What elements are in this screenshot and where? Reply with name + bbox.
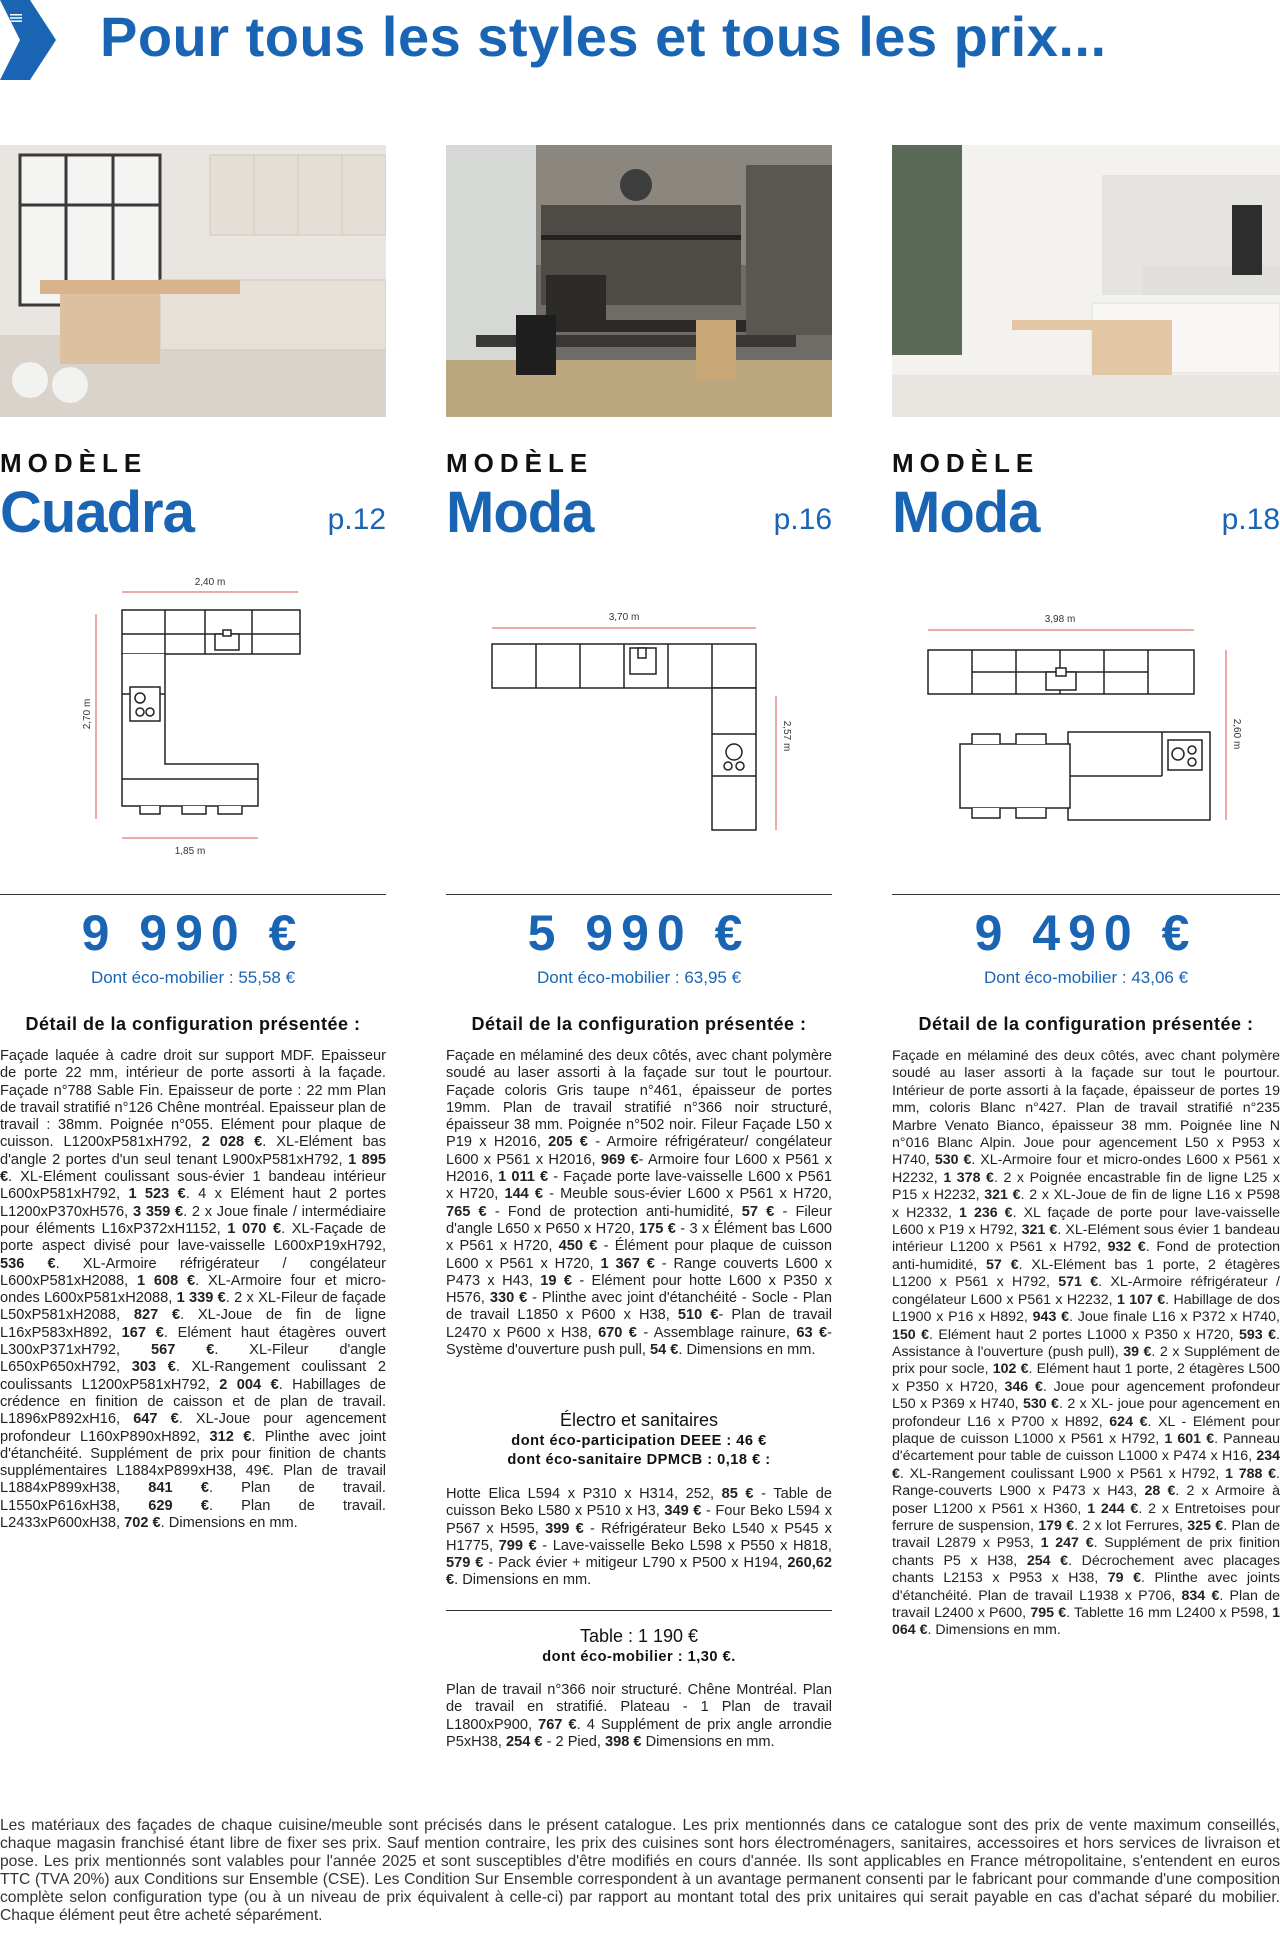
detail-title: Détail de la configuration présentée : [25,1014,361,1034]
detail-title: Détail de la configuration présentée : [471,1014,807,1034]
plan-width-label: 3,70 m [608,612,640,623]
model-page-link[interactable]: p.12 [327,503,386,536]
appliances-text: Hotte Elica L594 x P310 x H314, 252, 85 € - Table de cuisson Beko L580 x P510 x H3, 349 € - Four Beko L594 x P567 x H595, 399 € - Réfrigérateur Beko L540 x P545 x H1775, 799 € - Lave-vaisselle Beko L598 x P550 x H818, 579 € - Pack évier + mitigeur L790 x P500 x H194, 260,62 €. Dimensions en mm. [446,1486,832,1589]
divider [0,894,386,895]
eco-mobilier: Dont éco-mobilier : 43,06 € [983,968,1189,987]
model-name: Cuadra [0,480,194,545]
detail-text: Façade en mélaminé des deux côtés, avec chant polymère soudé au laser assorti à la façade sur tout le pourtour. Intérieur de porte assorti à la façade, épaisseur de portes 19 mm, coloris Blanc n°427. Plan de travail stratifié n°235 Marbre Venato Bianco, épaisseur 38 mm. Poignée line N n°016 Blanc Alpin. Joue pour agencement L50 x P953 x H740, 530 €. XL-Armoire four et micro-ondes L600 x P561 x H2232, 1 378 €. 2 x Poignée encastrable fin de ligne L25 x P15 x H2232, 321 €. 2 x XL-Joue de fin de ligne L16 x P598 x H2332, 1 236 €. XL façade de porte pour lave-vaisselle L600 x P19 x H792, 321 €. XL-Elément sous évier 1 bandeau intérieur L1200 x P561 x H792, 932 €. Fond de protection anti-humidité, 57 €. XL-Elément bas 1 porte, 2 étagères L1200 x P561 x H792, 571 €. XL-Armoire réfrigérateur / congélateur L600 x P561 x H2232, 1 107 €. Habillage de dos L1900 x P16 x H892, 943 €. Joue finale L16 x P372 x H740, 150 €. Elément haut 2 portes L1000 x P350 x H720, 593 €. Assistance à l'ouverture (push pull), 39 €. 2 x Supplément de prix pour socle, 102 €. Elément haut 1 porte, 2 étagères L500 x P350 x H720, 346 €. Joue pour agencement profondeur L50 x P369 x H740, 530 €. 2 x XL- joue pour agencement en profondeur L16 x P700 x H892, 624 €. XL - Elément pour plaque de cuisson L1000 x P561 x H792, 1 601 €. Panneau d'écartement pour table de cuisson L1000 x P474 x H16, 234 €. XL-Rangement coulissant L900 x P561 x H792, 1 788 €. Range-couverts L900 x P473 x H43, 28 €. 2 x Armoire à poser L1200 x P561 x H360, 1 244 €. 2 x Entretoises pour ferrure de suspension, 179 €. 2 x lot Ferrures, 325 €. Plan de travail L2879 x P953, 1 247 €. Supplément de prix finition chants P5 x H38, 254 €. Décrochement avec placages chants L2153 x P953 x H38, 79 €. Plinthe avec joints d'étanchéité. Plan de travail L1938 x P706, 834 €. Plan de travail L2400 x P600, 795 €. Tablette 16 mm L2400 x P598, 1 064 €. Dimensions en mm. [892,1048,1280,1639]
detail-text: Façade en mélaminé des deux côtés, avec chant polymère soudé au laser assorti à la façade sur tout le pourtour. Façade coloris Gris taupe n°461, épaisseur de portes 19mm. Plan de travail stratifié n°366 noir structuré, épaisseur 38 mm. Poignée n°502 noir. Fileur Façade L50 x P19 x H2016, 205 € - Armoire réfrigérateur/ congélateur L600 x P561 x H2016, 969 €- Armoire four L600 x P561 x H2016, 1 011 € - Façade porte lave-vaisselle L600 x P561 x H720, 144 € - Meuble sous-évier L600 x P561 x H720, 765 € - Fond de protection anti-humidité, 57 € - Fileur d'angle L650 x P650 x H720, 175 € - 3 x Élément bas L600 x P561 x H720, 450 € - Élément pour plaque de cuisson L600 x P561 x H720, 1 367 € - Range couverts L600 x P473 x H43, 19 € - Elément pour hotte L600 x P350 x H576, 330 € - Plinthe avec joint d'étanchéité - Socle - Plan de travail L1850 x P600 x H38, 510 €- Plan de travail L2470 x P600 x H38, 670 € - Assemblage rainure, 63 €- Système d'ouverture push pull, 54 €. Dimensions en mm. [446,1048,832,1359]
model-label: MODÈLE [446,448,594,478]
table-text: Plan de travail n°366 noir structuré. Chêne Montréal. Plan de travail en stratifié. Plateau - 1 Plan de travail L1800xP900, 767 €. 4 Supplément de prix angle arrondie P5xH38, 254 € - 2 Pied, 398 € Dimensions en mm. [446,1682,832,1750]
page-title: Pour tous les styles et tous les prix... [100,5,1107,68]
price: 9 990 € [81,905,305,961]
model-label: MODÈLE [892,448,1040,478]
table-title: Table : 1 190 € [579,1626,699,1646]
model-page-link[interactable]: p.16 [773,503,832,536]
model-name: Moda [892,480,1040,545]
detail-text: Façade laquée à cadre droit sur support MDF. Epaisseur de porte 22 mm, intérieur de porte assorti à la façade. Façade n°788 Sable Fin. Epaisseur de porte : 22 mm Plan de travail stratifié n°126 Chêne montréal. Epaisseur plan de travail : 38mm. Poignée n°055. Elément pour plaque de cuisson. L1200xP581xH792, 2 028 €. XL-Elément bas d'angle 2 portes d'un seul tenant L900xP581xH792, 1 895 €. XL-Elément coulissant sous-évier 1 bandeau intérieur L600xP581xH792, 1 523 €. 4 x Elément haut 2 portes L1200xP370xH576, 3 359 €. 2 x Joue finale / intermédiaire pour éléments L16xP372xH1152, 1 070 €. XL-Façade de porte aspect divisé pour lave-vaisselle L600xP19xH792, 536 €. XL-Armoire réfrigérateur / congélateur L600xP581xH2088, 1 608 €. XL-Armoire four et micro-ondes L600xP581xH2088, 1 339 €. 2 x XL-Fileur de façade L50xP581xH2088, 827 €. XL-Joue de fin de ligne L16xP583xH892, 167 €. Elément haut étagères ouvert L300xP371xH792, 567 €. XL-Fileur d'angle L650xP650xH792, 303 €. XL-Rangement coulissant 2 coulissants L1200xP581xH792, 2 004 €. Habillages de crédence en finition de caisson et de plan de travail. L1896xP892xH16, 647 €. XL-Joue pour agencement profondeur L160xP890xH892, 312 €. Plinthe avec joint d'étanchéité. Supplément de prix pour finition de chants supplémentaires L1884xP899xH38, 49€. Plan de travail L1884xP899xH38, 841 €. Plan de travail. L1550xP616xH38, 629 €. Plan de travail. L2433xP600xH38, 702 €. Dimensions en mm. [0,1048,387,1532]
model-column-moda-16 [446,448,832,543]
model-column-moda-18 [892,448,1280,543]
floor-plan-cuadra [80,574,320,864]
price: 9 490 € [974,905,1198,961]
kitchen-photo-moda-16 [446,145,832,417]
plan-width-label: 3,98 m [1044,614,1076,625]
plan-height-label: 2,57 m [781,720,792,752]
table-eco: dont éco-mobilier : 1,30 €. [542,1649,736,1665]
kitchen-photo-moda-18 [892,145,1280,417]
plan-height-label: 2,70 m [82,698,93,730]
chevron-right-icon [0,0,56,80]
model-column-cuadra [0,448,386,543]
floor-plan-moda-18 [920,608,1250,838]
plan-width-label: 2,40 m [194,577,226,588]
divider [892,894,1280,895]
model-label: MODÈLE [0,448,148,478]
divider [446,894,832,895]
eco-mobilier: Dont éco-mobilier : 55,58 € [90,968,296,987]
model-name: Moda [446,480,594,545]
price: 5 990 € [527,905,751,961]
eco-mobilier: Dont éco-mobilier : 63,95 € [536,968,742,987]
plan-height-label: 2,60 m [1231,718,1242,750]
legal-footer: Les matériaux des façades de chaque cuisine/meuble sont précisés dans le présent catalogue. Les prix mentionnés dans ce catalogue sont des prix de vente maximum conseillés, chaque magasin franchisé étant libre de fixer ses prix. Sauf mention contraire, les prix des cuisines sont hors électroménagers, sanitaires, accessoires et hors services de livraison et pose. Les prix mentionnés sont valables pour l'année 2025 et sont susceptibles d'être modifiés en cours d'année. Ils sont applicables en France métropolitaine, s'entendent en euros TTC (TVA 20%) aux Conditions sur Ensemble (CSE). Les Condition Sur Ensemble correspondent à un avantage permanent consenti par le fabricant pour commande d'une composition complète selon configuration type (ou à un niveau de prix équivalent à celle-ci) par rapport au montant total des prix unitaires qui serait payable en cas d'achat séparé du mobilier. Chaque élément peut être acheté séparément. [0,1817,1280,1924]
appliances-eco-deee: dont éco-participation DEEE : 46 € [511,1433,767,1449]
divider [446,1610,832,1611]
floor-plan-moda-16 [480,606,800,846]
kitchen-photo-cuadra [0,145,386,417]
appliances-title: Électro et sanitaires [559,1410,719,1430]
appliances-eco-dpmcb: dont éco-sanitaire DPMCB : 0,18 € : [507,1452,771,1468]
model-page-link[interactable]: p.18 [1221,503,1280,536]
menu-icon[interactable] [10,14,22,22]
plan-bottom-label: 1,85 m [174,846,206,857]
detail-title: Détail de la configuration présentée : [918,1014,1254,1034]
